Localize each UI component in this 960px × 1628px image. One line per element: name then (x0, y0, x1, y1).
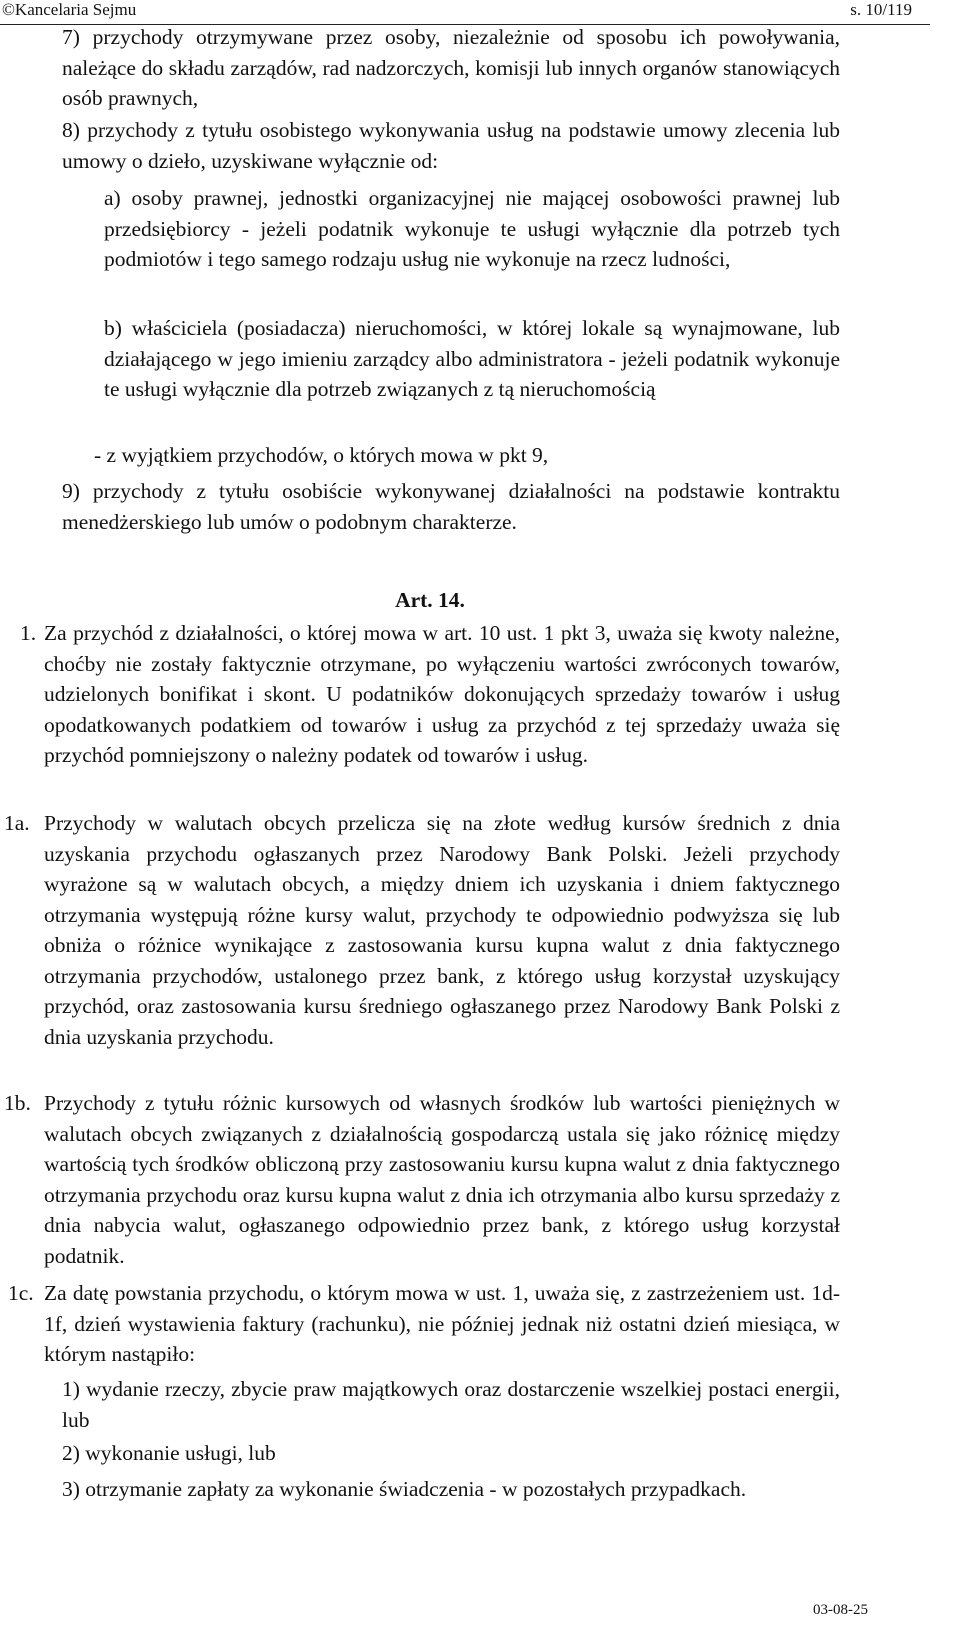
item-8-b: b) właściciela (posiadacza) nieruchomości, w której lokale są wynajmowane, lub działającego w jego imieniu zarządcy albo administratora - jeżeli podatnik wykonuje te usługi wyłącznie dla potrzeb związanych z tą nieruchomością (104, 316, 840, 401)
page-number: s. 10/119 (850, 0, 912, 19)
publisher-label: ©Kancelaria Sejmu (2, 0, 137, 19)
item-7: 7) przychody otrzymywane przez osoby, niezależnie od sposobu ich powoływania, należące do składu zarządów, rad nadzorczych, komisji lub innych organów stanowiących osób prawnych, (62, 25, 840, 110)
paragraph-1a-number: 1a. (4, 811, 30, 835)
paragraph-1c-point-2: 2) wykonanie usługi, lub (62, 1441, 276, 1465)
footer-date: 03-08-25 (813, 1602, 868, 1618)
paragraph-1c: Za datę powstania przychodu, o którym mowa w ust. 1, uważa się, z zastrzeżeniem ust. 1d-1f, dzień wystawienia faktury (rachunku), nie później jednak niż ostatni dzień miesiąca, w którym nastąpiło: (44, 1281, 840, 1366)
paragraph-1: Za przychód z działalności, o której mowa w art. 10 ust. 1 pkt 3, uważa się kwoty należne, choćby nie zostały faktycznie otrzymane, po wyłączeniu wartości zwróconych towarów, udzielonych bonifikat i skont. U podatników dokonujących sprzedaży towarów i usług opodatkowanych podatkiem od towarów i usług za przychód z tej sprzedaży uważa się przychód pomniejszony o należny podatek od towarów i usług. (44, 621, 840, 767)
paragraph-1a: Przychody w walutach obcych przelicza się na złote według kursów średnich z dnia uzyskania przychodu ogłaszanych przez Narodowy Bank Polski. Jeżeli przychody wyrażone są w walutach obcych, a między dniem ich uzyskania i dniem faktycznego otrzymania występują różne kursy walut, przychody te odpowiednio podwyższa się lub obniża o różnice wynikające z zastosowania kursu kupna walut z dnia faktycznego otrzymania przychodów, ustalonego przez bank, z którego usług korzystał uzyskujący przychód, oraz zastosowania kursu średniego ogłaszanego przez Narodowy Bank Polski z dnia uzyskania przychodu. (44, 811, 840, 1049)
paragraph-1b-number: 1b. (4, 1091, 31, 1115)
item-8-closing: - z wyjątkiem przychodów, o których mowa w pkt 9, (94, 443, 549, 467)
paragraph-1c-point-1: 1) wydanie rzeczy, zbycie praw majątkowych oraz dostarczenie wszelkiej postaci energii, lub (62, 1377, 840, 1432)
article-title: Art. 14. (395, 588, 465, 612)
item-8: 8) przychody z tytułu osobistego wykonywania usług na podstawie umowy zlecenia lub umowy o dzieło, uzyskiwane wyłącznie od: (62, 118, 840, 173)
item-8-a: a) osoby prawnej, jednostki organizacyjnej nie mającej osobowości prawnej lub przedsiębiorcy - jeżeli podatnik wykonuje te usługi wyłącznie dla potrzeb tych podmiotów i tego samego rodzaju usług nie wykonuje na rzecz ludności, (104, 186, 840, 271)
paragraph-1c-number: 1c. (8, 1281, 34, 1305)
paragraph-1b: Przychody z tytułu różnic kursowych od własnych środków lub wartości pieniężnych w walutach obcych związanych z działalnością gospodarczą ustala się jako różnicę między wartością tych środków obliczoną przy zastosowaniu kursu kupna walut z dnia faktycznego otrzymania przychodu oraz kursu kupna walut z dnia ich otrzymania albo kursu sprzedaży z dnia nabycia walut, ogłaszanego odpowiednio przez bank, z którego usług korzystał podatnik. (44, 1091, 840, 1268)
paragraph-1-number: 1. (20, 621, 37, 645)
paragraph-1c-point-3: 3) otrzymanie zapłaty za wykonanie świadczenia - w pozostałych przypadkach. (62, 1477, 747, 1501)
item-9: 9) przychody z tytułu osobiście wykonywanej działalności na podstawie kontraktu menedżerskiego lub umów o podobnym charakterze. (62, 479, 840, 534)
